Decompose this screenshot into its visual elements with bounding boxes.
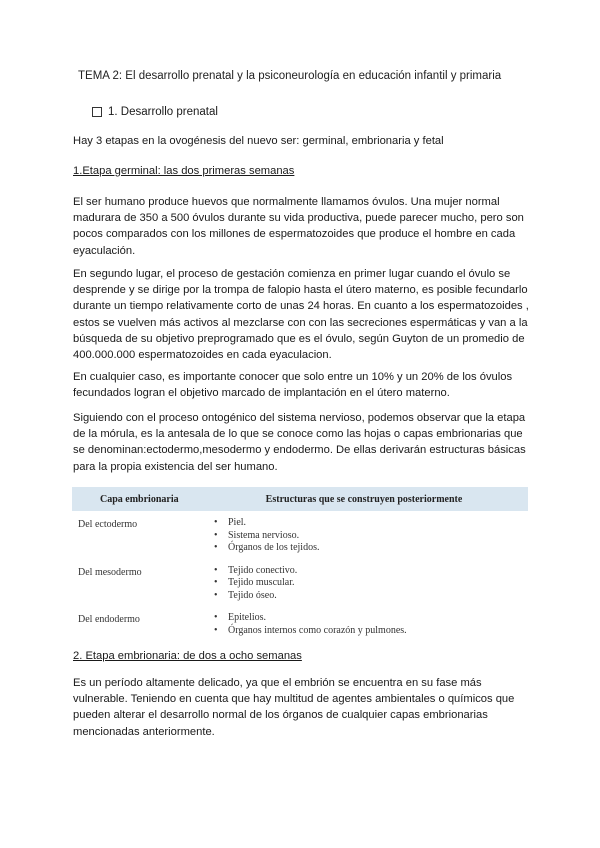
- list-item: • Sistema nervioso.: [214, 529, 300, 541]
- table-cell-structures: [200, 565, 528, 603]
- list-item: • Tejido óseo.: [214, 589, 277, 601]
- table-cell-structures: [200, 612, 528, 637]
- table-cell-layer: Del mesodermo: [78, 566, 142, 578]
- table-cell-structures: [200, 517, 528, 555]
- table-cell-layer: Del ectodermo: [78, 519, 138, 530]
- paragraph-4: Siguiendo con el proceso ontogénico del sistema nervioso, podemos observar que la etapa de la mórula, es la antesala de lo que se conoce como las hojas o capas embrionarias que se denominan:ectodermo,mesodermo y endodermo. De ellas derivarán estructuras básicas para la propia existencia del ser humano.: [73, 412, 526, 473]
- table-row: [72, 517, 528, 555]
- paragraph-1: El ser humano produce huevos que normalmente llamamos óvulos. Una mujer normal madurara de 350 a 500 óvulos durante su vida productiva, puede parecer mucho, pero son pocos comparados con los millones de espermatozoides que produce el hombre en cada eyaculación.: [73, 196, 524, 257]
- list-item: • Tejido muscular.: [214, 577, 295, 588]
- table-row: [72, 565, 528, 603]
- paragraph-2: En segundo lugar, el proceso de gestación comienza en primer lugar cuando el óvulo se desprende y se dirige por la trompa de falopio hasta el útero materno, es posible fecundarlo durante un tiempo relativamente corto de unas 24 horas. En cuanto a los espermatozoides , estos se vuelven más activos al mezclarse con con las secreciones espermáticas y van a la búsqueda de su objetivo preprogramado que es el óvulo, según Guyton de un promedio de 400.000.000 espermatozoides en cada eyaculacion.: [73, 268, 529, 362]
- list-item: • Epitelios.: [214, 612, 267, 623]
- paragraph-3: En cualquier caso, es importante conocer que solo entre un 10% y un 20% de los óvulos fecundados logran el objetivo marcado de implantación en el útero materno.: [73, 371, 513, 400]
- table-header-layer: Capa embrionaria: [100, 493, 179, 505]
- page-title: TEMA 2: El desarrollo prenatal y la psiconeurología en educación infantil y primaria: [78, 70, 502, 82]
- section2-heading: 2. Etapa embrionaria: de dos a ocho semanas: [73, 650, 302, 662]
- list-item: • Piel.: [214, 517, 247, 528]
- list-item: • Órganos internos como corazón y pulmones.: [214, 624, 407, 636]
- intro-paragraph: Hay 3 etapas en la ovogénesis del nuevo ser: germinal, embrionaria y fetal: [73, 135, 444, 147]
- table-row: [72, 612, 528, 637]
- checklist-label: 1. Desarrollo prenatal: [108, 106, 218, 118]
- checkbox-icon[interactable]: [92, 107, 102, 117]
- paragraph-5: Es un período altamente delicado, ya que el embrión se encuentra en su fase más vulnerable. Teniendo en cuenta que hay multitud de agentes ambientales o químicos que pueden alterar el desarrollo normal de los órganos de cualquier capas embrionarias mencionadas anteriormente.: [73, 677, 515, 738]
- table-header: [72, 487, 528, 511]
- list-item: • Órganos de los tejidos.: [214, 542, 320, 553]
- section1-heading: 1.Etapa germinal: las dos primeras semanas: [73, 165, 295, 177]
- embryonic-layers-table: [72, 487, 528, 637]
- list-item: • Tejido conectivo.: [214, 564, 298, 576]
- checklist-row: [92, 106, 218, 118]
- table-header-structures: Estructuras que se construyen posteriormente: [265, 493, 463, 505]
- table-cell-layer: Del endodermo: [78, 614, 140, 625]
